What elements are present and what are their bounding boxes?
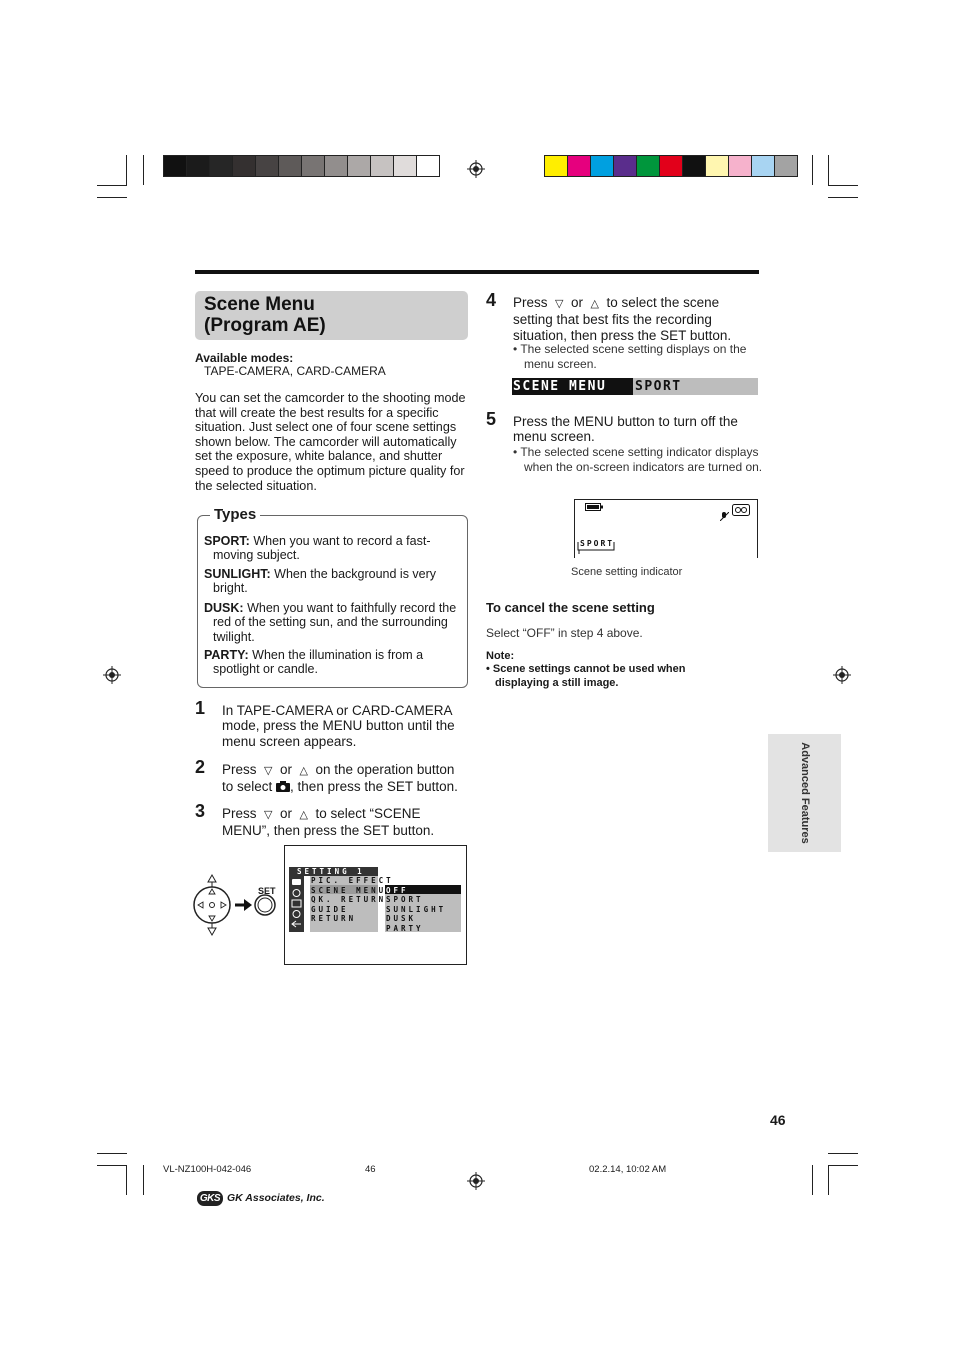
crop-mark bbox=[812, 155, 813, 185]
color-swatch bbox=[706, 156, 729, 176]
registration-mark-icon bbox=[467, 1172, 485, 1190]
registration-mark-icon bbox=[467, 160, 485, 178]
crop-mark bbox=[97, 197, 127, 198]
crop-mark bbox=[812, 1165, 813, 1195]
company-logo: GKS bbox=[197, 1191, 223, 1206]
crop-mark bbox=[126, 1165, 127, 1195]
available-modes-value: TAPE-CAMERA, CARD-CAMERA bbox=[204, 364, 386, 378]
crop-mark bbox=[828, 185, 858, 186]
color-swatch bbox=[660, 156, 683, 176]
section-tab: Advanced Features bbox=[768, 734, 841, 852]
mic-off-icon bbox=[720, 512, 729, 521]
color-swatch bbox=[187, 156, 210, 176]
note-text: • Scene settings cannot be used when displaying a still image. bbox=[486, 663, 686, 689]
color-swatch bbox=[637, 156, 660, 176]
step-2-text: Press ▽ or △ on the operation button to select , then press the SET button. bbox=[222, 762, 458, 795]
battery-icon bbox=[585, 503, 603, 511]
crop-mark bbox=[828, 155, 829, 185]
available-modes-label: Available modes: bbox=[195, 351, 294, 365]
color-swatch bbox=[683, 156, 706, 176]
color-swatch bbox=[591, 156, 614, 176]
menu-screen-panel bbox=[284, 845, 467, 965]
color-swatch bbox=[210, 156, 233, 176]
down-arrow-icon: ▽ bbox=[264, 765, 273, 777]
indicator-bracket bbox=[577, 540, 617, 554]
color-swatch bbox=[614, 156, 637, 176]
camera-icon bbox=[276, 781, 290, 792]
operation-button-illustration bbox=[192, 872, 282, 938]
scene-menu-bar bbox=[512, 378, 758, 395]
indicator-caption: Scene setting indicator bbox=[571, 566, 683, 578]
cancel-heading: To cancel the scene setting bbox=[486, 600, 655, 615]
color-swatch bbox=[545, 156, 568, 176]
step-5-bullet: • The selected scene setting indicator displays when the on-screen indicators are turned on. bbox=[513, 445, 763, 474]
menu-header: SETTING 1 bbox=[289, 867, 378, 876]
crop-mark bbox=[828, 1165, 829, 1195]
grayscale-bar bbox=[163, 155, 440, 177]
down-arrow-icon: ▽ bbox=[555, 298, 564, 310]
menu-option: SUNLIGHT bbox=[386, 904, 447, 914]
crop-mark bbox=[828, 1165, 858, 1166]
footer-doc-code: VL-NZ100H-042-046 bbox=[163, 1164, 252, 1175]
crop-mark bbox=[126, 155, 127, 185]
type-dusk: DUSK: When you want to faithfully record the red of the setting sun, and the surrounding twilight. bbox=[204, 601, 457, 644]
set-button-label: SET bbox=[258, 886, 276, 896]
type-party: PARTY: When the illumination is from a spotlight or candle. bbox=[204, 648, 424, 677]
crop-mark bbox=[97, 185, 127, 186]
type-sport: SPORT: When you want to record a fast-moving subject. bbox=[204, 534, 431, 563]
color-swatch bbox=[371, 156, 394, 176]
color-bar bbox=[544, 155, 798, 177]
up-arrow-icon: △ bbox=[299, 809, 309, 821]
arrow-right-icon bbox=[235, 899, 252, 911]
registration-mark-icon bbox=[833, 666, 851, 684]
footer-page: 46 bbox=[365, 1164, 376, 1175]
step-4-bullet: • The selected scene setting displays on the menu screen. bbox=[513, 342, 747, 371]
step-1-text: In TAPE-CAMERA or CARD-CAMERA mode, press the MENU button until the menu screen appears. bbox=[222, 703, 455, 749]
step-number: 5 bbox=[486, 409, 497, 429]
menu-item: SCENE MENU bbox=[311, 885, 387, 895]
set-button-icon bbox=[255, 895, 275, 915]
step-number: 2 bbox=[195, 757, 206, 777]
down-arrow-icon: ▽ bbox=[264, 809, 273, 821]
color-swatch bbox=[164, 156, 187, 176]
color-swatch bbox=[348, 156, 371, 176]
step-number: 1 bbox=[195, 698, 206, 718]
color-swatch bbox=[325, 156, 348, 176]
page-title: Scene Menu (Program AE) bbox=[204, 294, 326, 336]
header-rule bbox=[195, 270, 759, 274]
footer-company: GK Associates, Inc. bbox=[227, 1192, 325, 1204]
color-swatch bbox=[752, 156, 775, 176]
scene-menu-label: SCENE MENU bbox=[512, 378, 633, 395]
note-label: Note: bbox=[486, 650, 515, 662]
registration-mark-icon bbox=[103, 666, 121, 684]
menu-option: OFF bbox=[386, 885, 409, 895]
step-4-text: Press ▽ or △ to select the scene setting that best fits the recording situation, then press the SET button. bbox=[513, 295, 732, 343]
crop-mark bbox=[97, 1153, 127, 1154]
scene-indicator-osd: SPORT bbox=[580, 539, 615, 548]
step-3-text: Press ▽ or △ to select “SCENE MENU”, then press the SET button. bbox=[222, 806, 435, 839]
color-swatch bbox=[729, 156, 752, 176]
up-arrow-icon: △ bbox=[299, 765, 309, 777]
tape-cassette-icon bbox=[732, 504, 750, 516]
menu-option: SPORT bbox=[386, 895, 424, 904]
scene-menu-value: SPORT bbox=[635, 379, 682, 394]
menu-option: PARTY bbox=[386, 923, 424, 933]
operation-dial-icon bbox=[194, 875, 230, 935]
crop-mark bbox=[143, 1165, 144, 1195]
crop-mark bbox=[828, 1153, 858, 1154]
menu-item: RETURN bbox=[311, 914, 357, 923]
page-number: 46 bbox=[770, 1112, 786, 1128]
color-swatch bbox=[568, 156, 591, 176]
menu-item: QK. RETURN bbox=[311, 895, 387, 904]
crop-mark bbox=[828, 197, 858, 198]
crop-mark bbox=[97, 1165, 127, 1166]
color-swatch bbox=[256, 156, 279, 176]
crop-mark bbox=[143, 155, 144, 185]
footer-timestamp: 02.2.14, 10:02 AM bbox=[589, 1164, 667, 1175]
menu-item: PIC. EFFECT bbox=[311, 876, 394, 885]
step-5-text: Press the MENU button to turn off the menu screen. bbox=[513, 414, 738, 445]
color-swatch bbox=[279, 156, 302, 176]
color-swatch bbox=[302, 156, 325, 176]
section-title-box bbox=[195, 291, 468, 340]
intro-paragraph: You can set the camcorder to the shooting mode that will create the best results for a specific situation. Just select one of four scene settings shown below. The camcorder will automatically set the exposure, white balance, and shutter speed to produce the optimum picture quality for the selected situation. bbox=[195, 391, 466, 493]
color-swatch bbox=[394, 156, 417, 176]
menu-option: DUSK bbox=[386, 914, 417, 923]
color-swatch bbox=[417, 156, 439, 176]
type-sunlight: SUNLIGHT: When the background is very bright. bbox=[204, 567, 437, 596]
types-heading: Types bbox=[210, 506, 260, 523]
cancel-text: Select “OFF” in step 4 above. bbox=[486, 626, 643, 640]
up-arrow-icon: △ bbox=[590, 298, 600, 310]
color-swatch bbox=[775, 156, 797, 176]
step-number: 4 bbox=[486, 290, 497, 310]
color-swatch bbox=[233, 156, 256, 176]
menu-category-icons bbox=[290, 877, 303, 931]
step-number: 3 bbox=[195, 801, 206, 821]
menu-item: GUIDE bbox=[311, 904, 349, 914]
